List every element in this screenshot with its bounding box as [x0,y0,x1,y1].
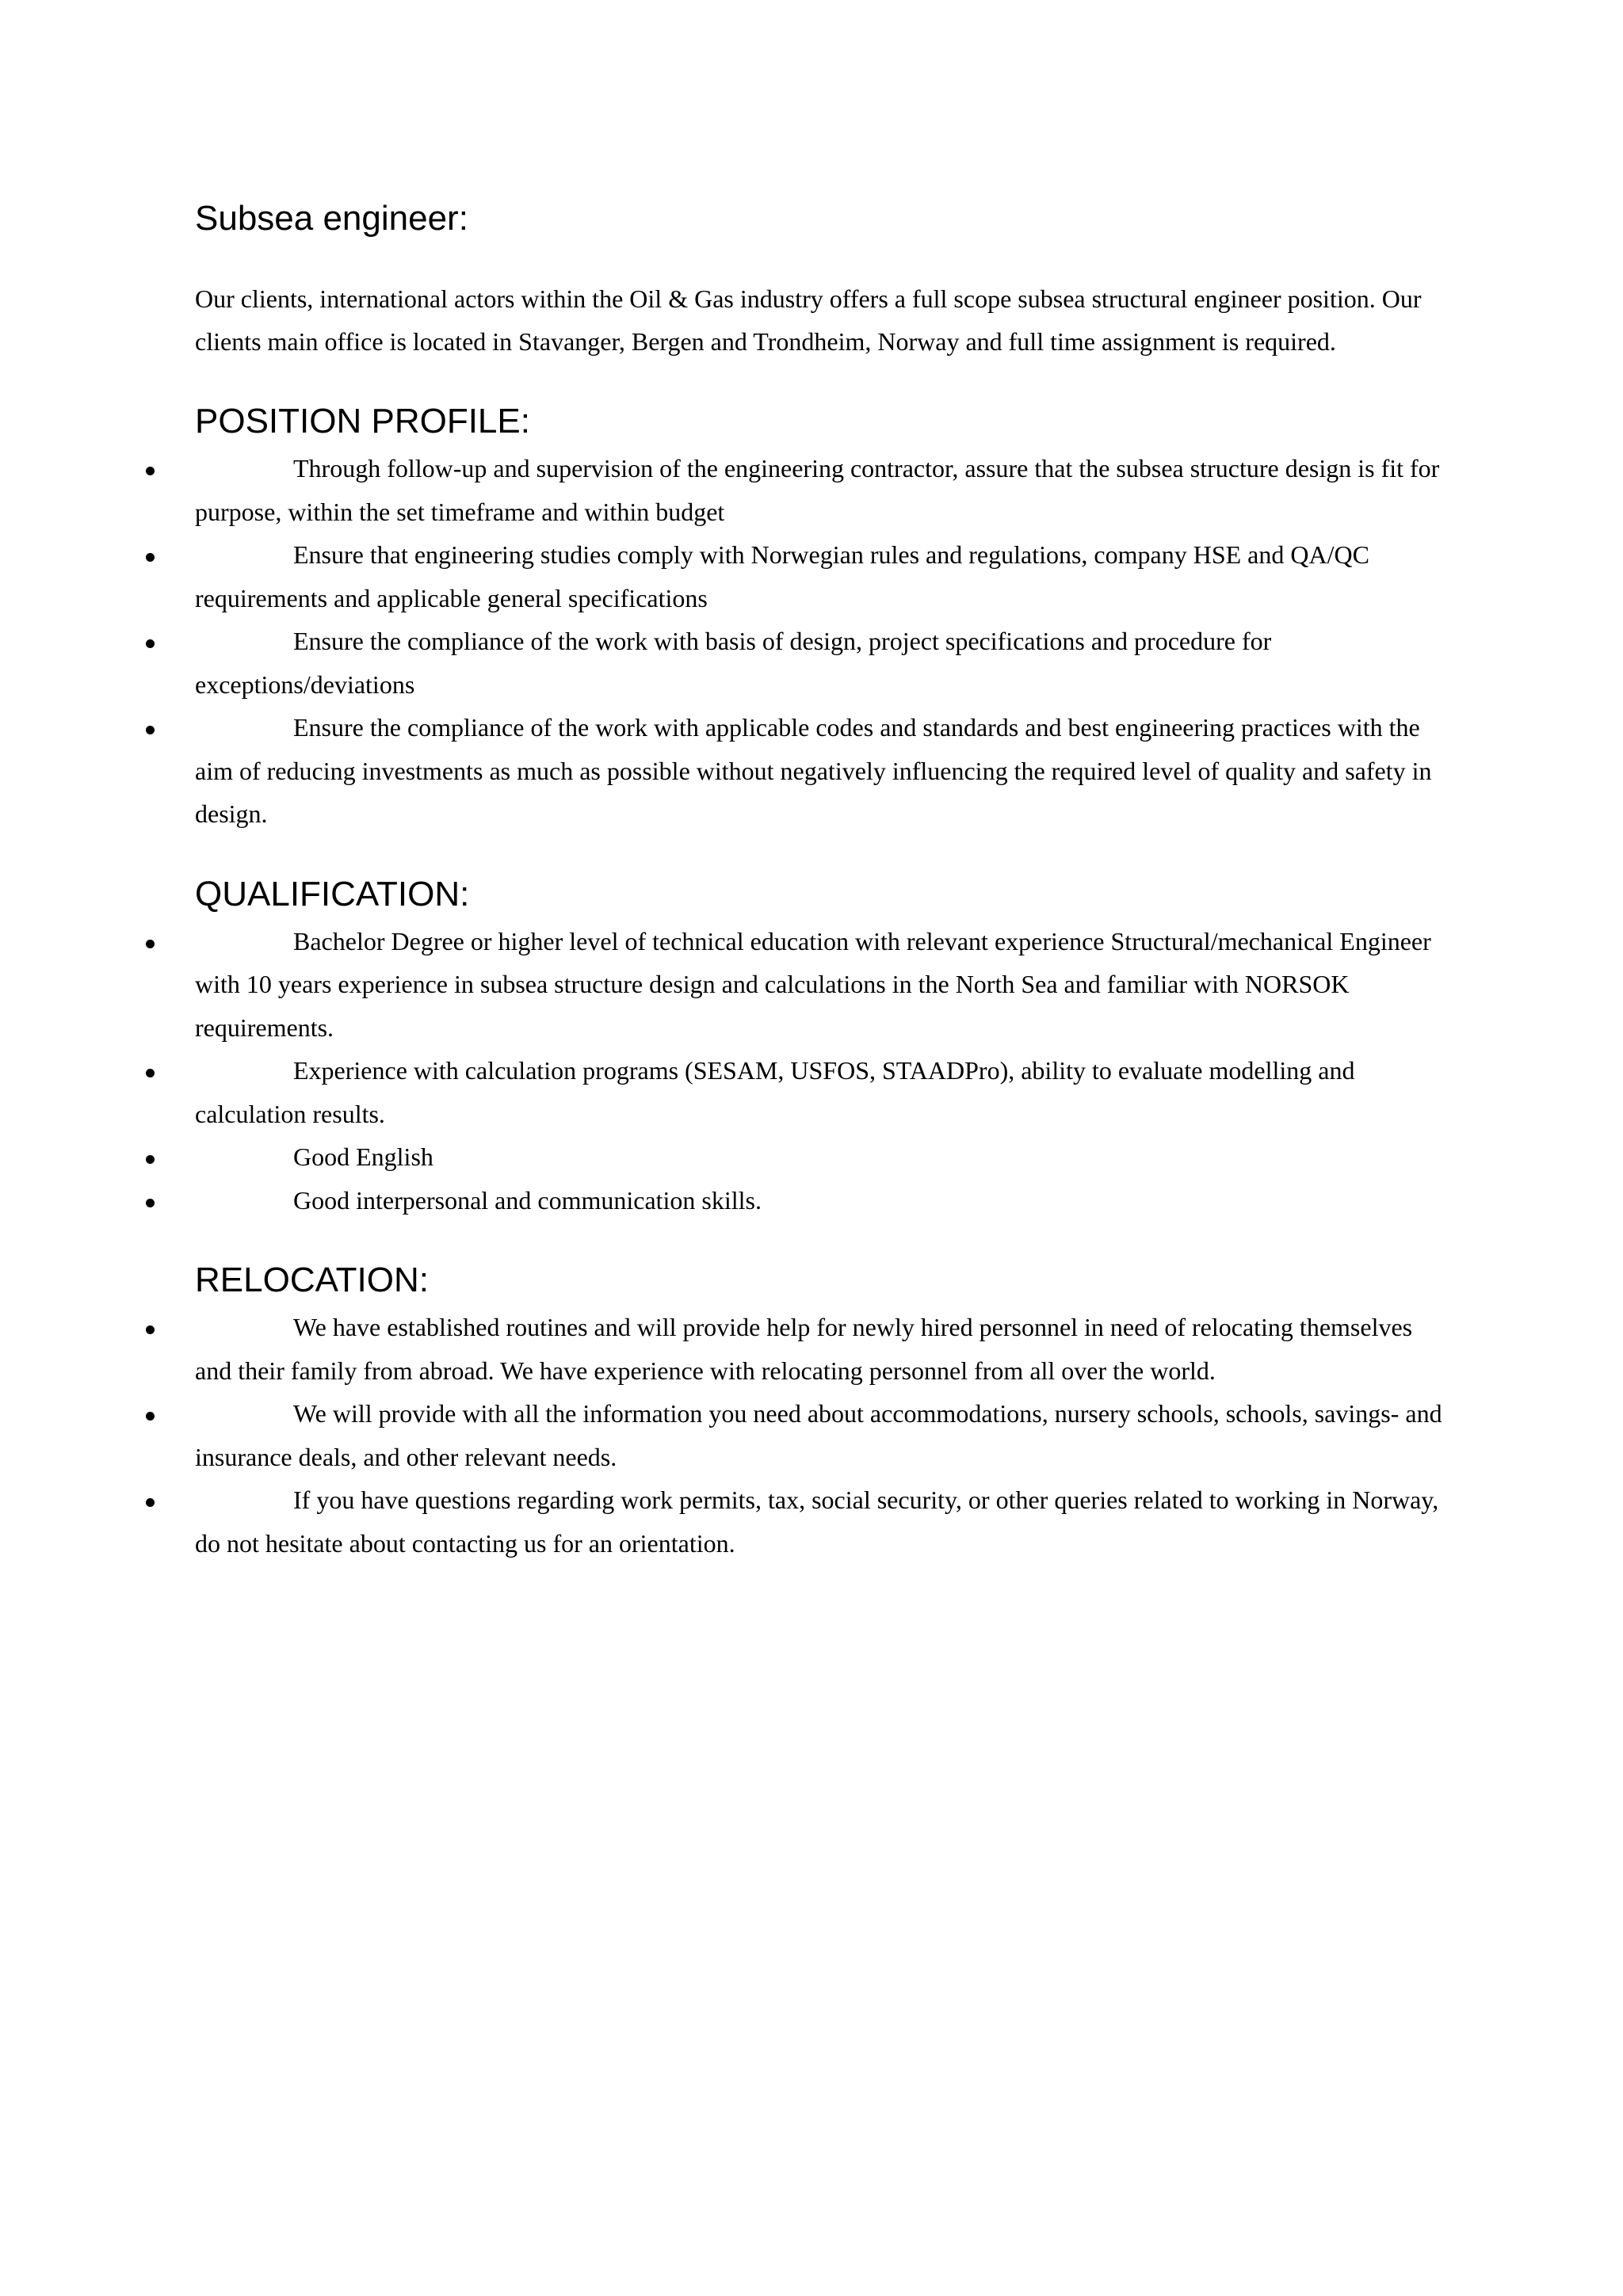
position-profile-list [195,447,1447,836]
list-item-text: Good interpersonal and communication skills. [293,1185,762,1215]
list-item-text: Ensure the compliance of the work with applicable codes and standards and best engineering practices with the aim of reducing investments as much as possible without negatively influencing the required level of quality and safety in design. [195,713,1432,828]
list-item [195,1135,1447,1179]
list-item-text: Bachelor Degree or higher level of technical education with relevant experience Structural/mechanical Engineer with 10 years experience in subsea structure design and calculations in the North Sea and familiar with NORSOK requirements. [195,926,1431,1042]
bullet-icon [146,639,155,648]
bullet-icon [146,1155,155,1164]
bullet-icon [146,467,155,475]
list-item [195,620,1447,706]
bullet-icon [146,1325,155,1334]
bullet-icon [146,726,155,734]
bullet-icon [146,940,155,948]
list-item [195,1306,1447,1392]
bullet-icon [146,1412,155,1421]
list-item [195,533,1447,620]
bullet-icon [146,1498,155,1507]
bullet-icon [146,1069,155,1077]
list-item-text: Ensure the compliance of the work with basis of design, project specifications and procedure for exceptions/deviations [195,627,1272,699]
list-item [195,1049,1447,1135]
list-item [195,447,1447,533]
section-heading-qualification: QUALIFICATION: [195,874,470,913]
qualification-list [195,920,1447,1222]
section-heading-position-profile: POSITION PROFILE: [195,402,530,441]
relocation-list [195,1306,1447,1565]
section-heading-relocation: RELOCATION: [195,1261,430,1299]
bullet-icon [146,553,155,562]
list-item [195,1392,1447,1478]
list-item [195,706,1447,836]
list-item [195,1179,1447,1222]
list-item-text: Experience with calculation programs (SESAM, USFOS, STAADPro), ability to evaluate modelling and calculation results. [195,1056,1355,1128]
document-title: Subsea engineer: [195,199,468,238]
list-item [195,920,1447,1050]
list-item-text: We will provide with all the information you need about accommodations, nursery schools, schools, savings- and insurance deals, and other relevant needs. [195,1399,1442,1471]
list-item [195,1478,1447,1565]
list-item-text: Good English [293,1142,433,1171]
list-item-text: Through follow-up and supervision of the engineering contractor, assure that the subsea structure design is fit for purpose, within the set timeframe and within budget [195,454,1440,526]
list-item-text: Ensure that engineering studies comply with Norwegian rules and regulations, company HSE and QA/QC requirements and applicable general specifications [195,540,1369,612]
list-item-text: If you have questions regarding work permits, tax, social security, or other queries related to working in Norway, do not hesitate about contacting us for an orientation. [195,1486,1439,1558]
bullet-icon [146,1199,155,1207]
list-item-text: We have established routines and will provide help for newly hired personnel in need of relocating themselves and their family from abroad. We have experience with relocating personnel from all over the world. [195,1313,1413,1385]
document-content [195,193,1447,1565]
intro-paragraph: Our clients, international actors within the Oil & Gas industry offers a full scope subsea structural engineer position. Our clients main office is located in Stavanger, Bergen and Trondheim, Norway and full time assignment is required. [195,284,1422,356]
